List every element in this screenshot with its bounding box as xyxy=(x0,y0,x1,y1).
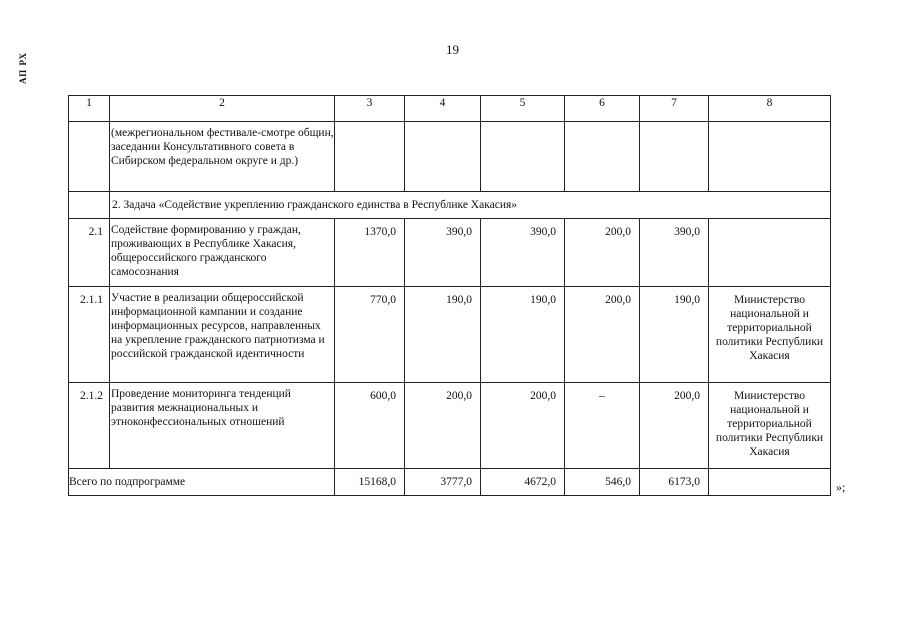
row-col5: 190,0 xyxy=(481,287,565,383)
row-col3: 770,0 xyxy=(335,287,405,383)
header-cell-7: 7 xyxy=(640,96,709,122)
row-col7: 390,0 xyxy=(640,219,709,287)
page-number: 19 xyxy=(446,42,459,57)
row-col3: 1370,0 xyxy=(335,219,405,287)
row-id: 2.1 xyxy=(69,219,110,287)
header-cell-3: 3 xyxy=(335,96,405,122)
header-cell-2: 2 xyxy=(110,96,335,122)
row-col6: 200,0 xyxy=(565,287,640,383)
header-cell-6: 6 xyxy=(565,96,640,122)
header-cell-1: 1 xyxy=(69,96,110,122)
continuation-cell-6 xyxy=(565,122,640,192)
row-col6: 200,0 xyxy=(565,219,640,287)
archive-stamp: АП РХ xyxy=(18,52,28,85)
task-row xyxy=(69,192,831,219)
task-title: 2. Задача «Содействие укреплению гражданского единства в Республике Хакасия» xyxy=(110,192,831,219)
total-col5: 4672,0 xyxy=(481,469,565,496)
continuation-cell-3 xyxy=(335,122,405,192)
row-executor xyxy=(709,219,831,287)
table-row xyxy=(69,219,831,287)
row-col4: 200,0 xyxy=(405,383,481,469)
total-label: Всего по подпрограмме xyxy=(69,469,335,496)
row-executor: Министерство национальной и территориальной политики Республики Хакасия xyxy=(709,287,831,383)
continuation-cell-4 xyxy=(405,122,481,192)
row-executor: Министерство национальной и территориальной политики Республики Хакасия xyxy=(709,383,831,469)
row-name: Проведение мониторинга тенденций развития межнациональных и этноконфессиональных отношений xyxy=(110,383,335,469)
row-col7: 200,0 xyxy=(640,383,709,469)
program-table xyxy=(68,95,831,496)
total-col4: 3777,0 xyxy=(405,469,481,496)
continuation-cell-7 xyxy=(640,122,709,192)
total-col3: 15168,0 xyxy=(335,469,405,496)
task-id-cell xyxy=(69,192,110,219)
continuation-cell-8 xyxy=(709,122,831,192)
row-col4: 190,0 xyxy=(405,287,481,383)
row-id: 2.1.2 xyxy=(69,383,110,469)
header-cell-4: 4 xyxy=(405,96,481,122)
continuation-id-cell xyxy=(69,122,110,192)
header-cell-8: 8 xyxy=(709,96,831,122)
row-col7: 190,0 xyxy=(640,287,709,383)
row-col6: – xyxy=(565,383,640,469)
continuation-cell-5 xyxy=(481,122,565,192)
header-cell-5: 5 xyxy=(481,96,565,122)
header-row xyxy=(69,96,831,122)
row-col5: 390,0 xyxy=(481,219,565,287)
total-executor xyxy=(709,469,831,496)
closing-quote-mark: »; xyxy=(836,480,846,494)
row-col4: 390,0 xyxy=(405,219,481,287)
table-row xyxy=(69,383,831,469)
row-id: 2.1.1 xyxy=(69,287,110,383)
continuation-name-cell: (межрегиональном фестивале-смотре общин, заседании Консультативного совета в Сибирском федеральном округе и др.) xyxy=(110,122,335,192)
row-name: Содействие формированию у граждан, проживающих в Республике Хакасия, общероссийского гражданского самосознания xyxy=(110,219,335,287)
total-col7: 6173,0 xyxy=(640,469,709,496)
total-row xyxy=(69,469,831,496)
row-col3: 600,0 xyxy=(335,383,405,469)
row-name: Участие в реализации общероссийской информационной кампании и создание информационных ресурсов, направленных на укрепление гражданского патриотизма и российской гражданской идентичности xyxy=(110,287,335,383)
row-col5: 200,0 xyxy=(481,383,565,469)
continuation-row xyxy=(69,122,831,192)
total-col6: 546,0 xyxy=(565,469,640,496)
table-row xyxy=(69,287,831,383)
